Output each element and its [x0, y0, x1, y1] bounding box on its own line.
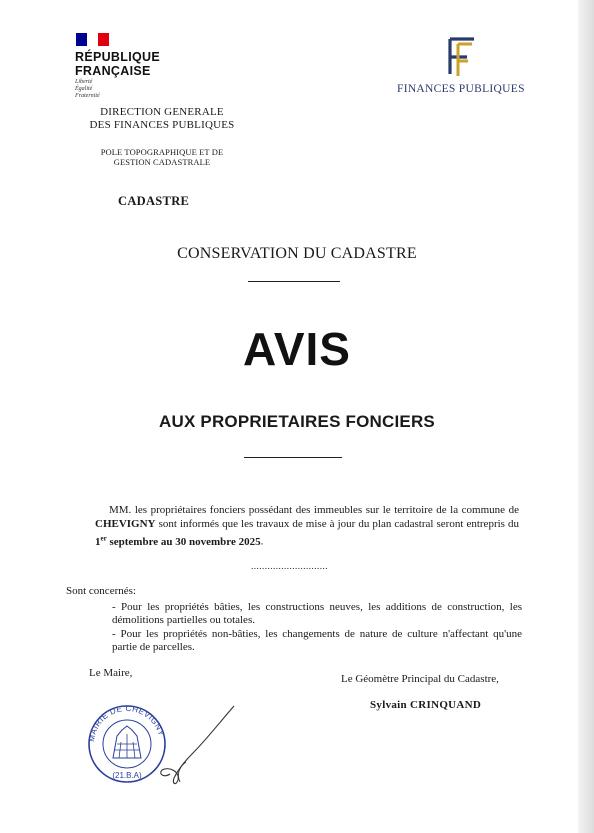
pole-line-1: POLE TOPOGRAPHIQUE ET DE — [100, 147, 224, 157]
subtitle: AUX PROPRIETAIRES FONCIERS — [159, 412, 435, 431]
svg-text:(21.B.A): (21.B.A) — [112, 771, 142, 780]
republic-motto — [75, 79, 100, 100]
date-range — [95, 536, 261, 548]
motto-liberte: Liberté — [75, 79, 93, 85]
divider-1 — [248, 281, 340, 282]
paragraph-part-1: MM. les propriétaires fonciers possédant des immeubles sur le territoire de la commune de — [109, 504, 519, 516]
date-day: 1 — [95, 535, 101, 548]
list-item: - Pour les propriétés non-bâties, les changements de nature de culture n'affectant qu'une partie de parcelles. — [112, 628, 522, 653]
concerned-label: Sont concernés: — [66, 585, 136, 597]
commune-name: CHEVIGNY — [95, 518, 156, 530]
motto-egalite: Égalité — [75, 86, 93, 92]
maire-label: Le Maire, — [89, 667, 133, 679]
list-item: - Pour les propriétés bâties, les constructions neuves, les additions de construction, les démolitions partielles ou totales. — [112, 601, 522, 626]
avis-title: AVIS — [243, 323, 351, 375]
direction-line-2: DES FINANCES PUBLIQUES — [89, 119, 235, 131]
concerned-list — [112, 601, 522, 655]
pole-topographique — [82, 147, 242, 167]
cadastre-heading: CADASTRE — [118, 194, 190, 208]
finances-publiques-name: FINANCES PUBLIQUES — [397, 83, 525, 95]
direction-line-1: DIRECTION GENERALE — [100, 106, 224, 118]
republic-line-2: FRANÇAISE — [75, 64, 151, 78]
svg-text:MAIRIE DE CHEVIGNY: MAIRIE DE CHEVIGNY — [86, 703, 166, 743]
direction-generale — [82, 106, 242, 132]
period: . — [260, 535, 264, 548]
divider-2 — [244, 457, 342, 458]
dotted-separator: ............................ — [251, 561, 328, 571]
motto-fraternite: Fraternité — [75, 93, 100, 99]
signer-first-name: Sylvain — [370, 699, 407, 711]
signature-icon — [140, 700, 250, 788]
pole-line-2: GESTION CADASTRALE — [113, 157, 211, 167]
fp-logo-icon — [446, 36, 478, 78]
french-flag-icon — [76, 33, 109, 46]
republique-francaise-title — [75, 50, 160, 78]
paragraph-part-2: sont informés que les travaux de mise à jour du plan cadastral seront entrepris du — [158, 518, 519, 530]
signer-name — [370, 699, 481, 711]
republic-line-1: RÉPUBLIQUE — [75, 50, 160, 64]
conservation-title: CONSERVATION DU CADASTRE — [177, 245, 417, 262]
date-sup: er — [100, 534, 107, 542]
geometre-label: Le Géomètre Principal du Cadastre, — [341, 673, 499, 685]
signer-last-name: CRINQUAND — [410, 699, 482, 711]
notice-paragraph — [95, 503, 519, 549]
notice-text — [95, 503, 519, 549]
date-rest: septembre au 30 novembre 2025 — [109, 535, 261, 548]
